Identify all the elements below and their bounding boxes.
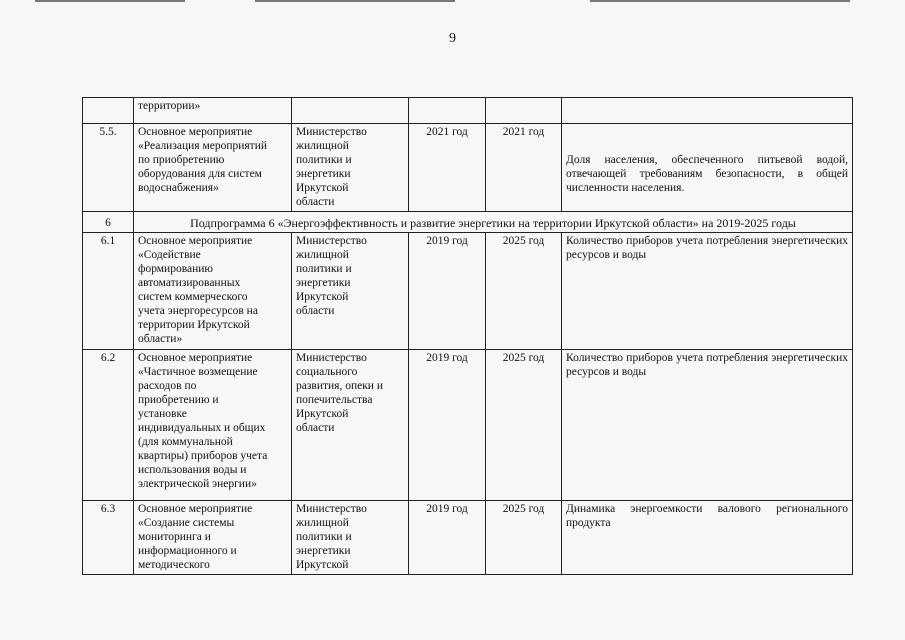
end-year: 2025 год	[486, 350, 562, 501]
subprogram-title: Подпрограмма 6 «Энергоэффективность и развитие энергетики на территории Иркутской области» на 2019-2025 годы	[134, 212, 853, 233]
table-row	[83, 124, 853, 212]
result-indicator: Количество приборов учета потребления энергетических ресурсов и воды	[562, 350, 853, 501]
executor: Министерство жилищной политики и энергетики Иркутской области	[292, 124, 409, 212]
row-number: 6.3	[83, 501, 134, 575]
executor: Министерство жилищной политики и энергетики Иркутской	[292, 501, 409, 575]
start-year: 2019 год	[409, 233, 486, 350]
end-year: 2025 год	[486, 501, 562, 575]
top-rule-left	[35, 0, 185, 2]
result-indicator: Количество приборов учета потребления энергетических ресурсов и воды	[562, 233, 853, 350]
row-number: 6.2	[83, 350, 134, 501]
table-row	[83, 98, 853, 124]
page-number: 9	[449, 31, 456, 46]
row-number: 6.1	[83, 233, 134, 350]
start-year: 2019 год	[409, 501, 486, 575]
measures-table	[82, 97, 853, 575]
end-year: 2021 год	[486, 124, 562, 212]
event-name: Основное мероприятие «Реализация мероприятий по приобретению оборудования для систем водоснабжения»	[134, 124, 292, 212]
top-rule-right	[590, 0, 850, 2]
event-name: территории»	[134, 98, 292, 124]
event-name: Основное мероприятие «Содействие формированию автоматизированных систем коммерческого учета энергоресурсов на территории Иркутской области»	[134, 233, 292, 350]
result-indicator	[562, 124, 853, 212]
start-year: 2019 год	[409, 350, 486, 501]
result-indicator-text: Доля населения, обеспеченного питьевой водой, отвечающей требованиям безопасности, в общей численности населения.	[566, 154, 848, 194]
subprogram-row	[83, 212, 853, 233]
end-year	[486, 98, 562, 124]
table-row	[83, 233, 853, 350]
executor	[292, 98, 409, 124]
row-number	[83, 98, 134, 124]
subprogram-number: 6	[83, 212, 134, 233]
row-number: 5.5.	[83, 124, 134, 212]
executor: Министерство социального развития, опеки и попечительства Иркутской области	[292, 350, 409, 501]
table-row	[83, 350, 853, 501]
start-year: 2021 год	[409, 124, 486, 212]
top-rule-mid	[255, 0, 455, 2]
result-indicator	[562, 98, 853, 124]
start-year	[409, 98, 486, 124]
result-indicator: Динамика энергоемкости валового регионального продукта	[562, 501, 853, 575]
table-row	[83, 501, 853, 575]
executor: Министерство жилищной политики и энергетики Иркутской области	[292, 233, 409, 350]
end-year: 2025 год	[486, 233, 562, 350]
event-name: Основное мероприятие «Частичное возмещение расходов по приобретению и установке индивидуальных и общих (для коммунальной квартиры) приборов учета использования воды и электрической энергии»	[134, 350, 292, 501]
event-name: Основное мероприятие «Создание системы мониторинга и информационного и методического	[134, 501, 292, 575]
